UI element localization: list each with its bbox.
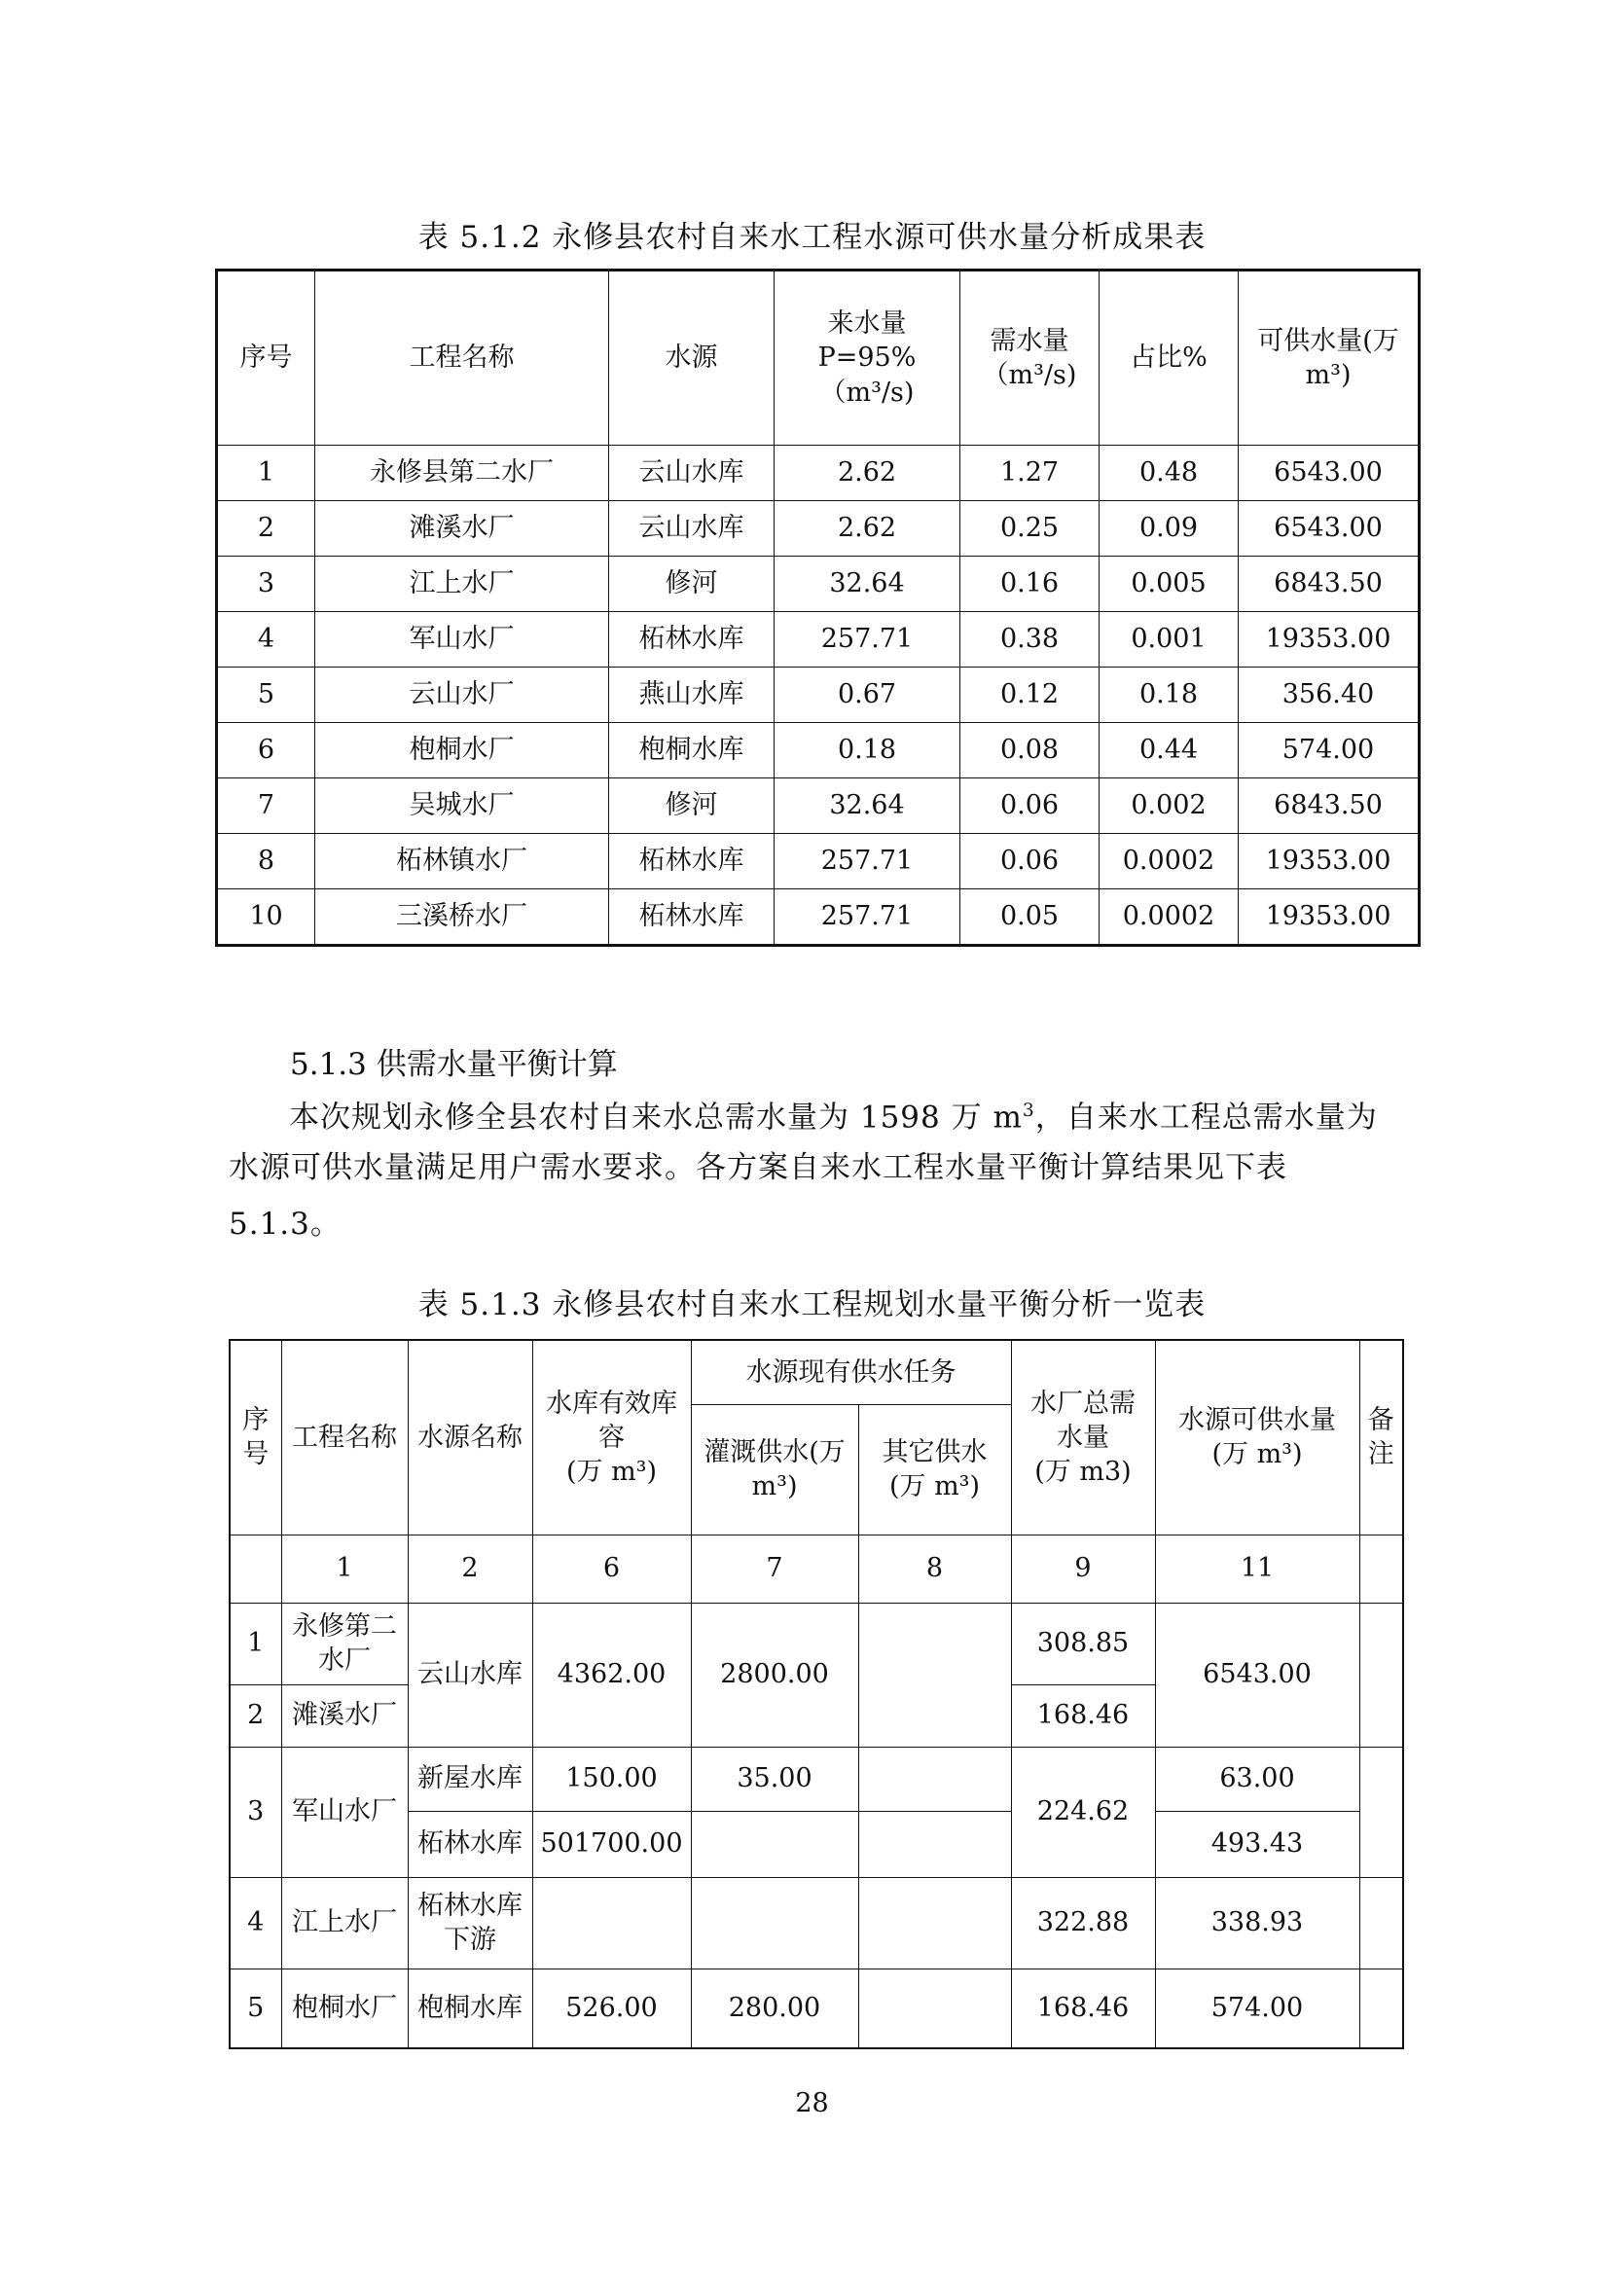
cell-name-2: 水厂 [318, 1645, 371, 1676]
cell-avail: 63.00 [1155, 1747, 1359, 1811]
index-cell: 8 [858, 1535, 1011, 1603]
header-inflow-line2: P=95% [817, 343, 917, 374]
cell-no: 5 [230, 1969, 281, 2048]
cell-demand: 0.06 [960, 778, 1100, 834]
cell-source: 云山水库 [408, 1603, 532, 1747]
cell-no: 3 [217, 557, 315, 612]
index-cell-blank [1359, 1535, 1403, 1603]
cell-other [858, 1603, 1011, 1747]
t2-header-no [230, 1340, 281, 1535]
cell-name: 柘林镇水厂 [315, 834, 609, 889]
table-row [217, 501, 1420, 557]
cell-no: 4 [217, 612, 315, 668]
table-row [230, 1603, 1403, 1684]
t2-header-other-2: (万 m³) [888, 1471, 981, 1501]
cell-name: 江上水厂 [281, 1877, 408, 1969]
t2-header-plant [1011, 1340, 1155, 1535]
cell-name: 吴城水厂 [315, 778, 609, 834]
cell-inflow: 257.71 [775, 834, 960, 889]
t2-header-capacity-3: (万 m³) [565, 1456, 658, 1487]
t2-header-plant-2: 水量 [1057, 1422, 1109, 1453]
cell-no: 3 [230, 1747, 281, 1877]
cell-capacity: 526.00 [532, 1969, 691, 2048]
cell-supply: 6543.00 [1239, 446, 1420, 501]
cell-inflow: 257.71 [775, 889, 960, 946]
cell-source-2: 下游 [444, 1925, 496, 1955]
t2-header-capacity-1: 水库有效库 [546, 1388, 677, 1419]
cell-no: 5 [217, 668, 315, 723]
paragraph-line1-b: ，自来水工程总需水量为 [1034, 1100, 1378, 1136]
cell-source: 枹桐水库 [408, 1969, 532, 2048]
t2-header-capacity-2: 容 [598, 1422, 625, 1453]
t2-header-name: 工程名称 [281, 1340, 408, 1535]
t2-header-other [858, 1404, 1011, 1535]
cell-avail: 6543.00 [1155, 1603, 1359, 1747]
header-demand-line1: 需水量 [990, 325, 1069, 356]
cell-other [858, 1877, 1011, 1969]
table2-caption: 表 5.1.3 永修县农村自来水工程规划水量平衡分析一览表 [417, 1287, 1207, 1322]
cell-plant: 168.46 [1011, 1684, 1155, 1747]
cell-source [408, 1877, 532, 1969]
cell-no: 6 [217, 723, 315, 778]
paragraph-line2: 水源可供水量满足用户需水要求。各方案自来水工程水量平衡计算结果见下表 [229, 1150, 1287, 1185]
cell-note [1359, 1747, 1403, 1877]
table-row [230, 1969, 1403, 2048]
paragraph-line1-sup: 3 [1022, 1101, 1035, 1121]
cell-capacity [532, 1877, 691, 1969]
cell-capacity: 4362.00 [532, 1603, 691, 1747]
cell-source: 燕山水库 [609, 668, 775, 723]
cell-capacity: 501700.00 [532, 1811, 691, 1877]
cell-irrigation: 280.00 [691, 1969, 858, 2048]
t2-header-capacity [532, 1340, 691, 1535]
paragraph-line1 [229, 1083, 1402, 1145]
header-supply-line2: m³) [1305, 360, 1352, 390]
cell-supply: 6843.50 [1239, 778, 1420, 834]
cell-name: 枹桐水厂 [281, 1969, 408, 2048]
cell-other [858, 1747, 1011, 1811]
table-row [217, 723, 1420, 778]
cell-inflow: 2.62 [775, 446, 960, 501]
index-cell: 2 [408, 1535, 532, 1603]
header-ratio: 占比% [1100, 271, 1239, 446]
cell-source: 云山水库 [609, 446, 775, 501]
cell-ratio: 0.18 [1100, 668, 1239, 723]
t2-header-avail [1155, 1340, 1359, 1535]
water-balance-table [229, 1339, 1404, 2049]
cell-inflow: 0.67 [775, 668, 960, 723]
cell-plant: 308.85 [1011, 1603, 1155, 1684]
paragraph-line3: 5.1.3。 [229, 1207, 342, 1242]
table2-header-row1 [230, 1340, 1403, 1404]
cell-ratio: 0.44 [1100, 723, 1239, 778]
cell-inflow: 0.18 [775, 723, 960, 778]
cell-source-1: 柘林水库 [417, 1890, 523, 1921]
cell-demand: 1.27 [960, 446, 1100, 501]
table-row [217, 668, 1420, 723]
cell-no: 10 [217, 889, 315, 946]
header-no: 序号 [217, 271, 315, 446]
cell-ratio: 0.001 [1100, 612, 1239, 668]
cell-no: 8 [217, 834, 315, 889]
cell-demand: 0.38 [960, 612, 1100, 668]
cell-demand: 0.25 [960, 501, 1100, 557]
cell-name [281, 1603, 408, 1684]
paragraph-line1-a: 本次规划永修全县农村自来水总需水量为 1598 万 m [289, 1100, 1023, 1136]
t2-header-avail-1: 水源可供水量 [1178, 1405, 1336, 1436]
cell-name: 军山水厂 [281, 1747, 408, 1877]
table-row [217, 778, 1420, 834]
cell-plant: 322.88 [1011, 1877, 1155, 1969]
cell-name: 滩溪水厂 [281, 1684, 408, 1747]
cell-irrigation: 35.00 [691, 1747, 858, 1811]
cell-supply: 19353.00 [1239, 834, 1420, 889]
cell-ratio: 0.48 [1100, 446, 1239, 501]
cell-source: 修河 [609, 557, 775, 612]
table2-index-row [230, 1535, 1403, 1603]
cell-name: 永修县第二水厂 [315, 446, 609, 501]
cell-ratio: 0.0002 [1100, 834, 1239, 889]
cell-avail: 338.93 [1155, 1877, 1359, 1969]
table-row [230, 1747, 1403, 1811]
cell-no: 2 [217, 501, 315, 557]
cell-demand: 0.06 [960, 834, 1100, 889]
t2-header-avail-2: (万 m³) [1211, 1439, 1303, 1470]
cell-supply: 19353.00 [1239, 889, 1420, 946]
cell-supply: 6543.00 [1239, 501, 1420, 557]
cell-source: 云山水库 [609, 501, 775, 557]
table-row [217, 446, 1420, 501]
index-cell: 1 [281, 1535, 408, 1603]
t2-header-irrigation-1: 灌溉供水(万 [704, 1436, 846, 1467]
cell-irrigation [691, 1811, 858, 1877]
index-cell: 6 [532, 1535, 691, 1603]
cell-inflow: 257.71 [775, 612, 960, 668]
cell-demand: 0.05 [960, 889, 1100, 946]
table1-body [217, 446, 1420, 946]
cell-name: 江上水厂 [315, 557, 609, 612]
t2-header-no-1: 序 [242, 1405, 270, 1436]
cell-demand: 0.12 [960, 668, 1100, 723]
t2-header-note-2: 注 [1367, 1439, 1394, 1470]
cell-source: 新屋水库 [408, 1747, 532, 1811]
cell-no: 1 [217, 446, 315, 501]
page-number: 28 [795, 2088, 829, 2118]
header-inflow [775, 271, 960, 446]
table1-caption: 表 5.1.2 永修县农村自来水工程水源可供水量分析成果表 [417, 220, 1207, 255]
cell-plant: 168.46 [1011, 1969, 1155, 2048]
cell-other [858, 1811, 1011, 1877]
cell-capacity: 150.00 [532, 1747, 691, 1811]
cell-plant: 224.62 [1011, 1747, 1155, 1877]
cell-avail: 493.43 [1155, 1811, 1359, 1877]
t2-header-irrigation [691, 1404, 858, 1535]
t2-header-task: 水源现有供水任务 [691, 1340, 1011, 1404]
cell-inflow: 32.64 [775, 557, 960, 612]
index-cell: 9 [1011, 1535, 1155, 1603]
header-inflow-line1: 来水量 [827, 308, 907, 340]
cell-inflow: 2.62 [775, 501, 960, 557]
cell-no: 2 [230, 1684, 281, 1747]
cell-supply: 19353.00 [1239, 612, 1420, 668]
cell-name: 云山水厂 [315, 668, 609, 723]
section-heading: 5.1.3 供需水量平衡计算 [290, 1047, 618, 1082]
t2-header-plant-3: (万 m3) [1034, 1456, 1132, 1487]
header-demand [960, 271, 1100, 446]
cell-supply: 574.00 [1239, 723, 1420, 778]
cell-ratio: 0.0002 [1100, 889, 1239, 946]
cell-irrigation [691, 1877, 858, 1969]
cell-note [1359, 1877, 1403, 1969]
cell-note [1359, 1969, 1403, 2048]
cell-source: 柘林水库 [609, 834, 775, 889]
cell-other [858, 1969, 1011, 2048]
index-cell: 11 [1155, 1535, 1359, 1603]
table-row [217, 612, 1420, 668]
cell-irrigation: 2800.00 [691, 1603, 858, 1747]
cell-no: 4 [230, 1877, 281, 1969]
table-row [217, 557, 1420, 612]
cell-inflow: 32.64 [775, 778, 960, 834]
cell-source: 柘林水库 [408, 1811, 532, 1877]
cell-name-1: 永修第二 [292, 1610, 397, 1642]
t2-header-source: 水源名称 [408, 1340, 532, 1535]
cell-note [1359, 1603, 1403, 1747]
t2-header-no-2: 号 [242, 1439, 270, 1470]
cell-demand: 0.08 [960, 723, 1100, 778]
t2-header-other-1: 其它供水 [882, 1436, 988, 1467]
header-inflow-line3: （m³/s) [819, 377, 915, 408]
table-row [217, 889, 1420, 946]
cell-demand: 0.16 [960, 557, 1100, 612]
t2-header-irrigation-2: m³) [751, 1471, 798, 1501]
cell-ratio: 0.002 [1100, 778, 1239, 834]
water-supply-table [215, 269, 1421, 947]
cell-ratio: 0.005 [1100, 557, 1239, 612]
cell-name: 滩溪水厂 [315, 501, 609, 557]
cell-name: 军山水厂 [315, 612, 609, 668]
cell-no: 1 [230, 1603, 281, 1684]
cell-supply: 6843.50 [1239, 557, 1420, 612]
cell-no: 7 [217, 778, 315, 834]
cell-name: 三溪桥水厂 [315, 889, 609, 946]
header-demand-line2: （m³/s) [982, 360, 1077, 390]
table1-header-row [217, 271, 1420, 446]
cell-name: 枹桐水厂 [315, 723, 609, 778]
index-cell-blank [230, 1535, 281, 1603]
index-cell: 7 [691, 1535, 858, 1603]
cell-avail: 574.00 [1155, 1969, 1359, 2048]
header-name: 工程名称 [315, 271, 609, 446]
cell-source: 枹桐水库 [609, 723, 775, 778]
cell-supply: 356.40 [1239, 668, 1420, 723]
table-row [217, 834, 1420, 889]
table-row [230, 1877, 1403, 1969]
t2-header-note-1: 备 [1367, 1405, 1394, 1436]
cell-source: 柘林水库 [609, 612, 775, 668]
cell-ratio: 0.09 [1100, 501, 1239, 557]
cell-source: 柘林水库 [609, 889, 775, 946]
header-supply-line1: 可供水量(万 [1257, 325, 1399, 356]
cell-source: 修河 [609, 778, 775, 834]
t2-header-plant-1: 水厂总需 [1030, 1388, 1136, 1419]
t2-header-note [1359, 1340, 1403, 1535]
header-supply [1239, 271, 1420, 446]
header-source: 水源 [609, 271, 775, 446]
